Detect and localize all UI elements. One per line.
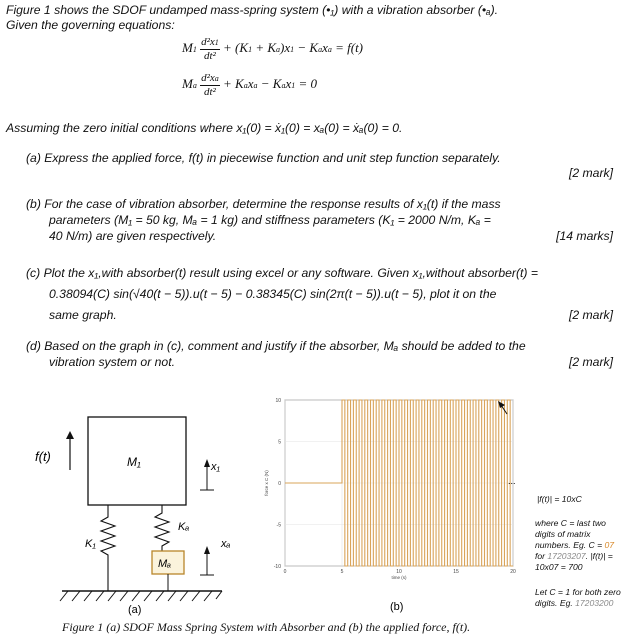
y-tick-label: 5 [278,439,281,446]
y-tick-label: -5 [276,522,281,529]
sidenote-where-3 [535,540,614,551]
x-tick-label: 5 [340,569,344,575]
sidenote-formula: |f(t)| = 10xC [537,494,582,504]
sidenote-example-zero: 17203200 [575,598,614,608]
mass-m1-label: M₁ [127,455,141,469]
mass-spring-diagram [0,395,260,620]
question-c-line-2: 0.38094(C) sin(√40(t − 5)).u(t − 5) − 0.38345(C) sin(2π(t − 5)).u(t − 5), plot it on the [49,287,497,301]
x-tick-label: 15 [453,569,459,575]
sidenote-letc-1: Let C = 1 for both zero [535,587,621,597]
sidenote-where-4 [535,551,613,562]
sidenote-where-4-tail: . |f(t)| = [585,551,613,561]
x-tick-label: 0 [283,569,287,575]
spring-k1-label: K₁ [85,538,96,550]
sidenote-where-5: 10x07 = 700 [535,562,583,572]
question-c-line-1: (c) Plot the x₁,with absorber(t) result using excel or any software. Given x₁,without absorber(t) = [26,266,538,280]
spring-k1 [101,505,115,591]
force-chart [258,392,518,614]
x-tick-label: 10 [396,569,402,575]
question-c-line-3: same graph. [49,308,117,322]
assumption-text: Assuming the zero initial conditions where x₁(0) = ẋ₁(0) = xₐ(0) = ẋₐ(0) = 0. [6,121,403,135]
chart-ellipsis: ... [508,476,516,486]
sidenote-where-4-text: for [535,551,548,561]
y-axis-label: force x C (N) [264,470,269,496]
equation-1: M1 $\frac{\text{d²x1}}{\text{dt²}}$ + (K1 + Ka)x1 − Kaxa = f(t) [182,36,364,62]
force-label: f(t) [35,449,51,464]
mass-ma-label: Mₐ [158,558,172,570]
ground-hatching [60,591,222,601]
sidenote-example-matrix: 17203207 [547,551,586,561]
question-b-line-3: 40 N/m) are given respectively. [49,229,217,243]
x1-arrow-head [204,459,210,467]
question-b-line-2: parameters (M₁ = 50 kg, Mₐ = 1 kg) and stiffness parameters (K₁ = 2000 N/m, Kₐ = [49,213,491,227]
diagram-sub-label: (a) [128,604,142,616]
sidenote-where-3-text: numbers. Eg. C = [535,540,605,550]
x-axis-label: time (s) [391,575,407,580]
sidenote-letc-2-text: digits. Eg. [535,598,576,608]
question-a: (a) Express the applied force, f(t) in piecewise function and unit step function separately. [26,151,501,165]
intro-line-2: Given the governing equations: [6,18,175,32]
figure-caption: Figure 1 (a) SDOF Mass Spring System with Absorber and (b) the applied force, f(t). [62,620,471,634]
x-tick-label: 20 [510,569,516,575]
question-b-mark: [14 marks] [556,229,613,243]
spring-ka [155,505,169,551]
question-b-line-1: (b) For the case of vibration absorber, determine the response results of x₁(t) if the mass [26,197,501,211]
intro-line-1: Figure 1 shows the SDOF undamped mass-spring system (•₁) with a vibration absorber (•ₐ). [6,3,499,17]
sidenote-where-1: where C = last two [535,518,606,528]
question-d-mark: [2 mark] [568,355,613,369]
sidenote-where-2: digits of matrix [535,529,591,539]
question-a-mark: [2 mark] [568,166,613,180]
question-d-line-2: vibration system or not. [49,355,175,369]
y-tick-label: 0 [278,481,281,487]
equation-2: Ma $\frac{\text{d²xa}}{\text{dt²}}$ + Kaxa − Kax1 = 0 [182,72,318,98]
y-tick-label: -10 [273,564,281,570]
spring-ka-label: Kₐ [178,521,190,533]
chart-sub-label: (b) [390,601,404,613]
y-tick-label: 10 [275,398,281,404]
xa-label: xₐ [221,538,231,550]
force-arrow-head [66,431,74,439]
question-d-line-1: (d) Based on the graph in (c), comment and justify if the absorber, Mₐ should be added to the [26,339,526,353]
xa-arrow-head [204,546,210,554]
x1-label: x₁ [211,461,220,473]
sidenote-example-c: 07 [604,540,615,550]
sidenote-letc-2 [535,598,613,609]
question-c-mark: [2 mark] [568,308,613,322]
